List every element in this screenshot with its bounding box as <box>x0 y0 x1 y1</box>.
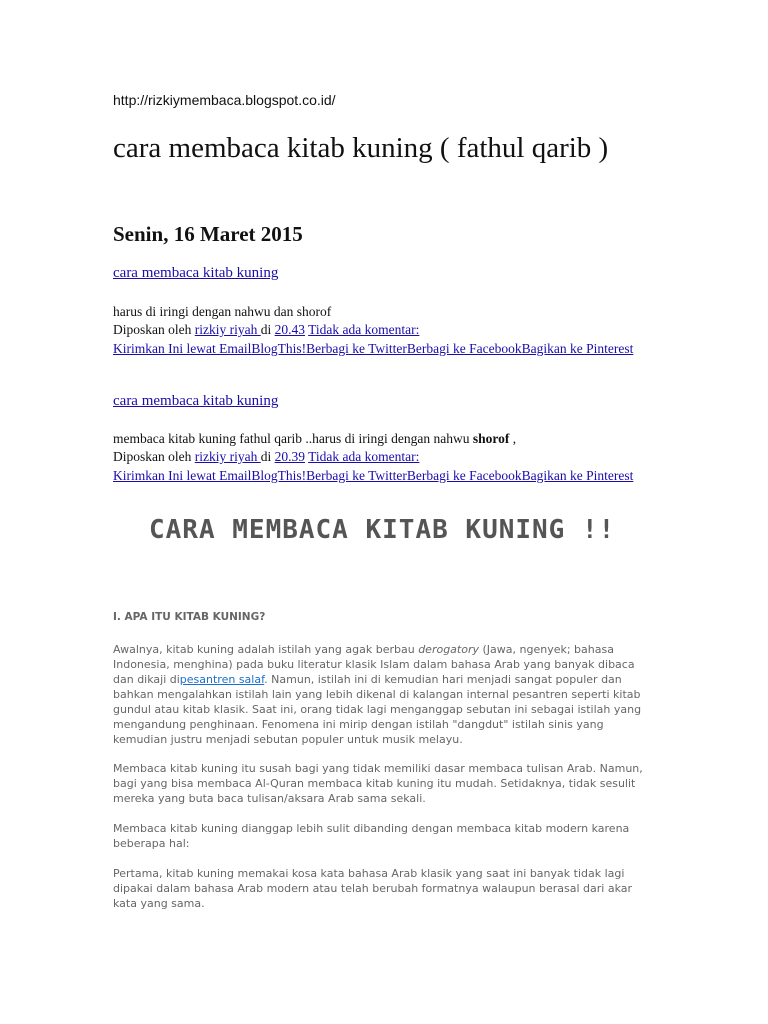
paragraph-4: Pertama, kitab kuning memakai kosa kata bahasa Arab klasik yang saat ini banyak tidak lagi dipakai dalam bahasa Arab modern atau telah berubah formatnya walaupun berasal dari akar kata yang sama. <box>113 867 633 910</box>
post-2-share-links <box>113 467 653 485</box>
share-pinterest-link[interactable]: Bagikan ke Pinterest <box>521 468 634 483</box>
share-twitter-link[interactable]: Berbagi ke Twitter <box>306 468 407 483</box>
post-1-meta <box>113 322 419 338</box>
p1-text-c: . Namun, istilah ini di kemudian hari menjadi sangat populer dan bahkan mengalahkan istilah lain yang lebih dikenal di kalangan internal pesantren seperti kitab gundul atau kitab klasik. Saat ini, orang tidak lagi menganggap sebutan ini sebagai istilah yang mengandung penghinaan. Fenomena ini mirip dengan istilah "dangdut" istilah sinis yang kemudian justru menjadi sebutan populer untuk musik melayu. <box>113 673 642 746</box>
posted-by-label: Diposkan oleh <box>113 322 195 337</box>
page-title: cara membaca kitab kuning ( fathul qarib ) <box>113 132 609 164</box>
post-2-meta <box>113 449 419 465</box>
paragraph-2: Membaca kitab kuning itu susah bagi yang tidak memiliki dasar membaca tulisan Arab. Namun, bagi yang bisa membaca Al-Quran membaca kitab kuning itu mudah. Setidaknya, tidak sesulit mereka yang buta baca tulisan/aksara Arab sama sekali. <box>113 762 643 805</box>
post-2-body-bold: shorof <box>472 431 510 446</box>
paragraph-3: Membaca kitab kuning dianggap lebih sulit dibanding dengan membaca kitab modern karena beberapa hal: <box>113 822 630 850</box>
post-date: Senin, 16 Maret 2015 <box>113 222 303 246</box>
share-facebook-link[interactable]: Berbagi ke Facebook <box>406 341 522 356</box>
post-2-title-link[interactable]: cara membaca kitab kuning <box>113 393 279 409</box>
time-link[interactable]: 20.43 <box>274 322 305 337</box>
blogthis-link[interactable]: BlogThis! <box>251 468 307 483</box>
share-email-link[interactable]: Kirimkan Ini lewat Email <box>113 341 252 356</box>
pesantren-salaf-link[interactable]: pesantren salaf <box>179 673 265 686</box>
posted-by-label: Diposkan oleh <box>113 449 195 464</box>
share-pinterest-link[interactable]: Bagikan ke Pinterest <box>521 341 634 356</box>
at-label: di <box>260 322 275 337</box>
blogthis-link[interactable]: BlogThis! <box>251 341 307 356</box>
p1-emphasis: derogatory <box>418 643 479 656</box>
share-twitter-link[interactable]: Berbagi ke Twitter <box>306 341 407 356</box>
comments-link[interactable]: Tidak ada komentar: <box>308 449 420 464</box>
share-facebook-link[interactable]: Berbagi ke Facebook <box>406 468 522 483</box>
paragraph-1 <box>113 642 658 747</box>
p1-text-a: Awalnya, kitab kuning adalah istilah yang agak berbau <box>113 643 419 656</box>
section-heading: I. APA ITU KITAB KUNING? <box>113 611 266 623</box>
at-label: di <box>260 449 275 464</box>
author-link[interactable]: rizkiy riyah <box>194 322 261 337</box>
author-link[interactable]: rizkiy riyah <box>194 449 261 464</box>
comments-link[interactable]: Tidak ada komentar: <box>308 322 420 337</box>
post-2-body <box>113 431 516 447</box>
share-email-link[interactable]: Kirimkan Ini lewat Email <box>113 468 252 483</box>
blog-url[interactable]: http://rizkiymembaca.blogspot.co.id/ <box>113 92 336 108</box>
post-2-body-suffix: , <box>509 431 517 446</box>
article-heading: CARA MEMBACA KITAB KUNING !! <box>149 515 616 545</box>
time-link[interactable]: 20.39 <box>274 449 305 464</box>
post-1-share-links <box>113 340 653 358</box>
p1-text-b: (Jawa, ngenyek; bahasa Indonesia, menghina) pada buku literatur klasik Islam dalam bahasa Arab yang banyak dibaca dan dikaji di <box>113 643 635 686</box>
post-1-title-link[interactable]: cara membaca kitab kuning <box>113 265 279 281</box>
post-2-body-text: membaca kitab kuning fathul qarib ..harus di iringi dengan nahwu <box>113 431 473 446</box>
post-1-body: harus di iringi dengan nahwu dan shorof <box>113 304 332 319</box>
